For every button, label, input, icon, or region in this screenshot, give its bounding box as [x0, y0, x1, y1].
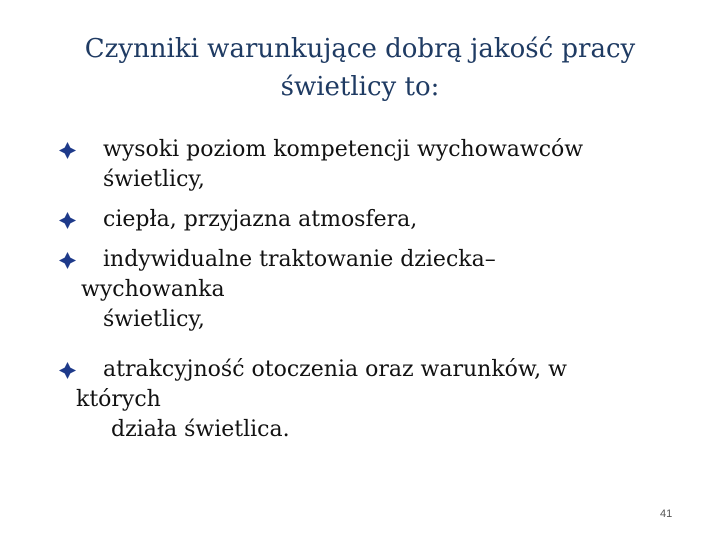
bullet-text-line: atrakcyjność otoczenia oraz warunków, w: [103, 357, 567, 382]
diamond-bullet-icon: [58, 141, 77, 160]
bullet-text-line: których: [76, 387, 161, 412]
bullet-text-line: indywidualne traktowanie dziecka–: [103, 247, 496, 272]
page-number: 41: [660, 508, 673, 520]
bullet-item: [58, 245, 496, 335]
diamond-bullet-icon: [58, 361, 77, 380]
slide-title-line-1: Czynniki warunkujące dobrą jakość pracy: [84, 34, 636, 64]
slide-title: [40, 30, 680, 106]
bullet-text-line: świetlicy,: [103, 307, 205, 332]
diamond-bullet-icon: [58, 211, 77, 230]
bullet-text-line: ciepła, przyjazna atmosfera,: [103, 207, 418, 232]
bullet-text-line: wysoki poziom kompetencji wychowawców: [103, 137, 584, 162]
bullet-item: [58, 135, 583, 195]
bullet-item: [58, 205, 417, 235]
bullet-item: [58, 355, 567, 445]
bullet-text-line: świetlicy,: [103, 167, 205, 192]
slide-title-line-2: świetlicy to:: [280, 72, 440, 102]
bullet-text-line: działa świetlica.: [111, 417, 290, 442]
bullet-text-line: wychowanka: [81, 277, 225, 302]
diamond-bullet-icon: [58, 251, 77, 270]
